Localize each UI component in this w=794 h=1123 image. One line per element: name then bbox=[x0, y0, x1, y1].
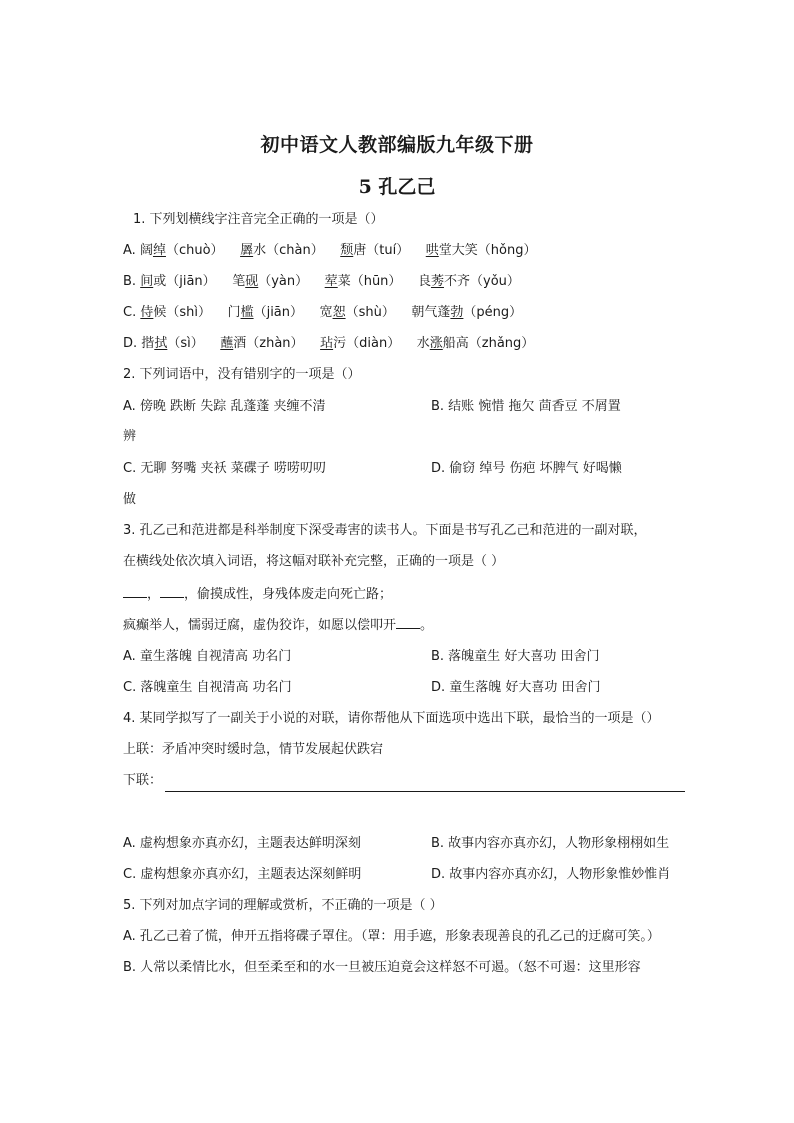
q2-option-d-wrap: 做 bbox=[123, 492, 137, 507]
q1-c-item-2: 门槛（jiān） bbox=[227, 305, 304, 320]
q1-option-c: C. 侍候（shì） 门槛（jiān） 宽恕（shù） 朝气蓬勃（péng） bbox=[123, 305, 523, 320]
answer-line bbox=[165, 791, 685, 792]
q1-option-a bbox=[123, 241, 536, 261]
q2-option-c: C. 无聊 努嘴 夹袄 菜碟子 唠唠叨叨 bbox=[123, 461, 326, 476]
q1-b-item-2: 笔砚（yàn） bbox=[232, 274, 309, 289]
fill-blank bbox=[160, 583, 184, 598]
q1-a-item-4: 哄堂大笑（hǒng） bbox=[425, 243, 537, 258]
q4-option-d: D. 故事内容亦真亦幻，人物形象惟妙惟肖 bbox=[431, 867, 671, 882]
q1-b-item-4: 良莠不齐（yǒu） bbox=[417, 274, 520, 289]
q1-option-d: D. 揩拭（sì） 蘸酒（zhàn） 玷污（diàn） 水涨船高（zhǎng） bbox=[123, 336, 535, 351]
document-title: 初中语文人教部编版九年级下册 bbox=[260, 134, 534, 156]
q2-stem: 2. 下列词语中，没有错别字的一项是（） bbox=[123, 367, 361, 382]
q1-d-item-3: 玷污（diàn） bbox=[320, 336, 401, 351]
q3-option-c: C. 落魄童生 自视清高 功名门 bbox=[123, 680, 292, 695]
option-label: A. bbox=[123, 243, 136, 258]
q3-couplet-upper: ， ，偷摸成性，身残体废走向死亡路； bbox=[123, 583, 392, 605]
fill-blank bbox=[396, 614, 420, 629]
q3-option-a: A. 童生落魄 自视清高 功名门 bbox=[123, 649, 292, 664]
q2-option-a: A. 傍晚 跌断 失踪 乱蓬蓬 夹缠不清 bbox=[123, 399, 326, 414]
q2-option-d: D. 偷窃 绰号 伤疤 坏脾气 好喝懒 bbox=[431, 461, 622, 476]
q3-couplet-lower: 疯癫举人，懦弱迂腐，虚伪狡诈，如愿以偿叩开 。 bbox=[123, 614, 433, 636]
q1-b-item-3: 荤菜（hūn） bbox=[324, 274, 402, 289]
q1-a-item-2: 羼水（chàn） bbox=[240, 243, 324, 258]
q3-stem-line2: 在横线处依次填入词语，将这幅对联补充完整，正确的一项是（ ） bbox=[123, 554, 505, 569]
q1-c-item-1: 侍候（shì） bbox=[140, 305, 212, 320]
q4-option-b: B. 故事内容亦真亦幻，人物形象栩栩如生 bbox=[431, 836, 670, 851]
q4-option-a: A. 虚构想象亦真亦幻，主题表达鲜明深刻 bbox=[123, 836, 361, 851]
q1-c-item-4: 朝气蓬勃（péng） bbox=[411, 305, 523, 320]
q2-option-b: B. 结账 惋惜 拖欠 茴香豆 不屑置 bbox=[431, 399, 621, 414]
q1-d-item-2: 蘸酒（zhàn） bbox=[220, 336, 304, 351]
q5-option-b: B. 人常以柔情比水，但至柔至和的水一旦被压迫竟会这样怒不可遏。（怒不可遏：这里形容 bbox=[123, 960, 641, 975]
q1-stem: 1. 下列划横线字注音完全正确的一项是（） bbox=[133, 212, 384, 227]
q1-c-item-3: 宽恕（shù） bbox=[319, 305, 395, 320]
q3-stem-line1: 3. 孔乙己和范进都是科举制度下深受毒害的读书人。下面是书写孔乙己和范进的一副对联， bbox=[123, 523, 647, 538]
q2-option-b-wrap: 辨 bbox=[123, 429, 137, 444]
q3-option-b: B. 落魄童生 好大喜功 田舍门 bbox=[431, 649, 600, 664]
q1-a-item-1: 阔绰（chuò） bbox=[139, 243, 224, 258]
q4-stem: 4. 某同学拟写了一副关于小说的对联，请你帮他从下面选项中选出下联，最恰当的一项是（） bbox=[123, 711, 660, 726]
q5-option-a: A. 孔乙己着了慌，伸开五指将碟子罩住。（罩：用手遮，形象表现善良的孔乙己的迂腐可笑。） bbox=[123, 929, 660, 944]
q5-stem: 5. 下列对加点字词的理解或赏析，不正确的一项是（ ） bbox=[123, 898, 443, 913]
fill-blank bbox=[123, 583, 147, 598]
q1-d-item-1: 揩拭（sì） bbox=[141, 336, 204, 351]
q4-option-c: C. 虚构想象亦真亦幻，主题表达深刻鲜明 bbox=[123, 867, 362, 882]
q1-a-item-3: 颓唐（tuí） bbox=[340, 243, 410, 258]
q1-option-b: B. 间或（jiān） 笔砚（yàn） 荤菜（hūn） 良莠不齐（yǒu） bbox=[123, 274, 520, 289]
q4-upper-couplet: 上联：矛盾冲突时缓时急，情节发展起伏跌宕 bbox=[123, 742, 384, 757]
q3-option-d: D. 童生落魄 好大喜功 田舍门 bbox=[431, 680, 601, 695]
q1-b-item-1: 间或（jiān） bbox=[140, 274, 216, 289]
q1-d-item-4: 水涨船高（zhǎng） bbox=[416, 336, 535, 351]
q4-lower-label: 下联： bbox=[123, 773, 163, 788]
lesson-title: 5 孔乙己 bbox=[358, 176, 436, 198]
